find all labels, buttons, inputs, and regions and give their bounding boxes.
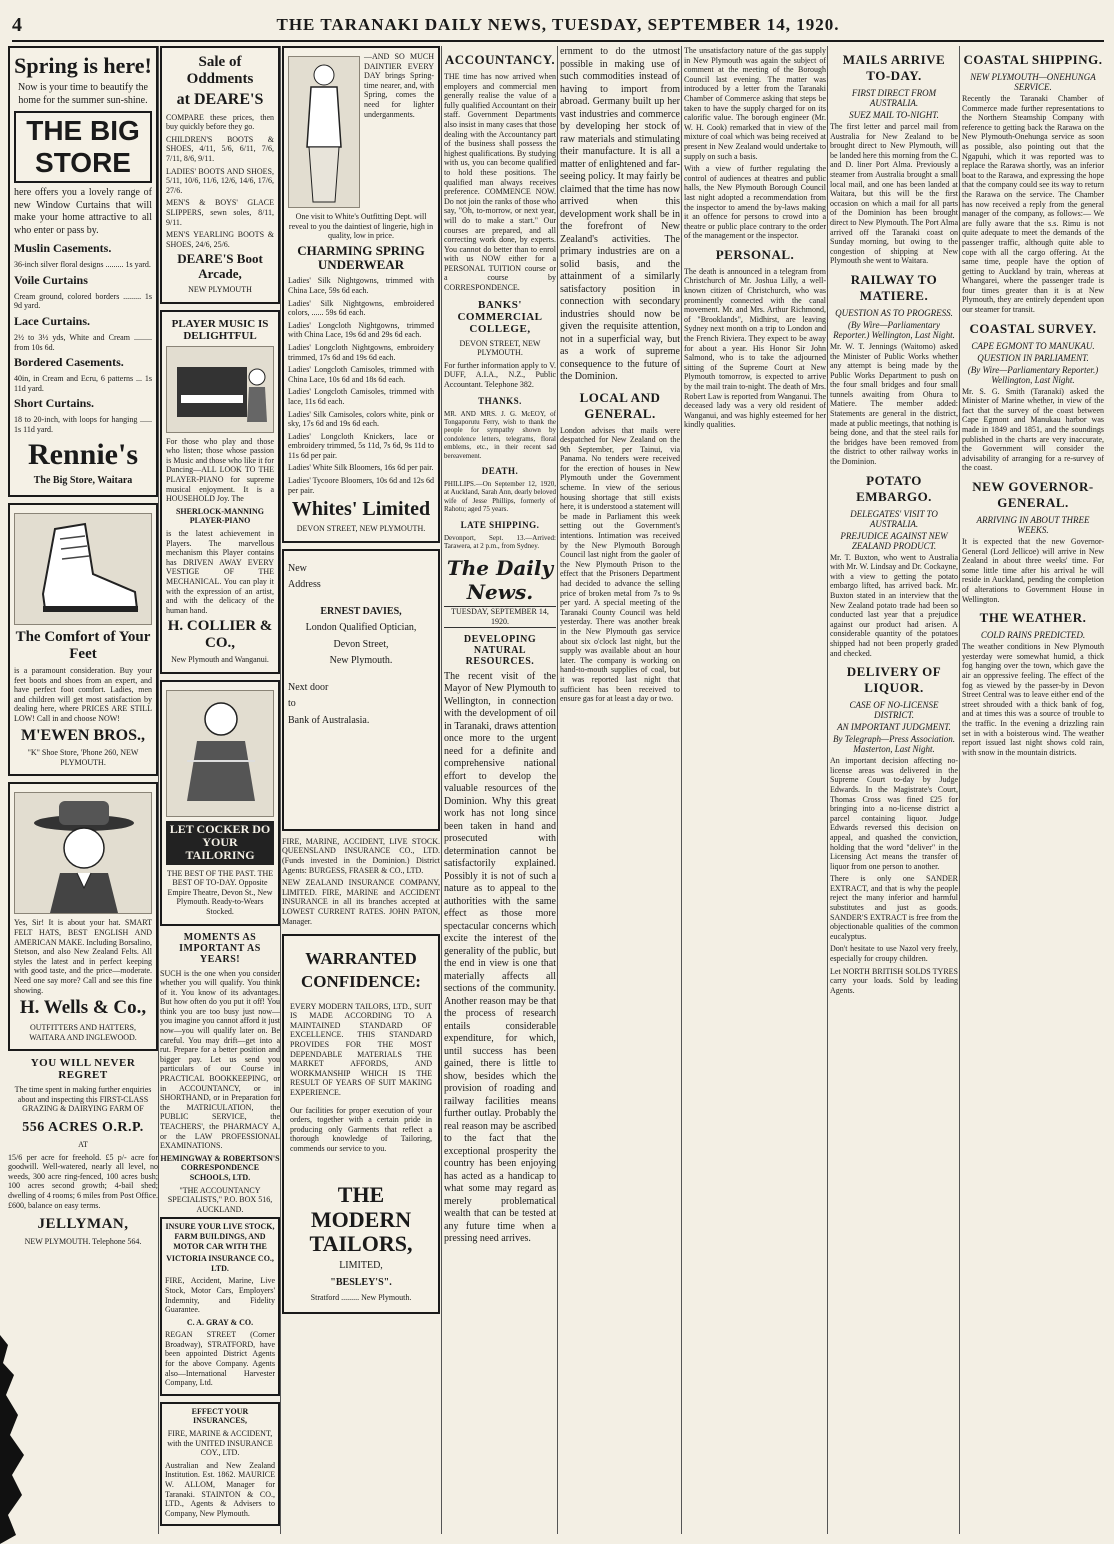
article-heading: POTATO EMBARGO.	[856, 472, 932, 504]
dateline: By Telegraph—Press Association. Masterton, Last Night.	[833, 734, 955, 755]
section-heading: THANKS.	[478, 395, 522, 406]
advert-text: EVERY MODERN TAILORS, LTD., SUIT IS MADE ACCORDING TO A MAINTAINED STANDARD OF EXCELLENCE. THIS STANDARD PROVIDES FOR THE MOST DEPENDABLE MATERIALS THE MARKET AFFORDS, AND WORKMANSHIP WHICH IS THE RESULT OF YEARS OF SUIT MAKING EXPERIENCE.	[290, 1001, 432, 1097]
advert-text: Australian and New Zealand Institution. Est. 1862. MAURICE W. ALLOM, Manager for Taranaki. STAINTON & CO., LTD., Agents & Advisers to Company, New Plymouth.	[165, 1460, 275, 1518]
agent-name: C. A. GRAY & CO.	[186, 1317, 254, 1327]
advert-text: Let NORTH BRITISH SOLDS TYRES carry your loads. Sold by leading Agents.	[830, 966, 958, 995]
article-heading: COASTAL SHIPPING.	[963, 52, 1103, 67]
column-6	[684, 46, 826, 1534]
advert-text: Devon Street,	[333, 638, 389, 650]
advert-text: Yes, Sir! It is about your hat. SMART FELT HATS, BEST ENGLISH AND AMERICAN MAKE. Including Borsalino, Stetson, and also New Zealand Felts. All styles the latest and in perfect keeping with good taste, and the price—moderate. Need one say more? Call and see this fine showing.	[14, 918, 152, 995]
article-subheading: NEW PLYMOUTH—ONEHUNGA SERVICE.	[970, 72, 1096, 92]
boot-icon	[15, 514, 153, 624]
article-subheading: CAPE EGMONT TO MANUKAU.	[971, 340, 1095, 351]
news-text: The unsatisfactory nature of the gas supply in New Plymouth was again the subject of comment at the meeting of the Borough Council last evening. The matter was introduced by a letter from the Taranaki Chamber of Commerce asking that steps be taken to have the supply charged for on its calorific value. The borough engineer (Mr. W. H. Cook) remarked that in view of the mixture of coal which was being received at present in New Zealand would undertake to supply on such a basis.	[684, 46, 826, 161]
advert-title: LET COCKER DO YOUR TAILORING	[166, 821, 274, 865]
article-subheading: SUEZ MAIL TO-NIGHT.	[849, 110, 939, 120]
correspondence-schools-advert	[160, 932, 280, 1215]
cocker-advert	[160, 680, 280, 926]
section-heading: LOCAL AND GENERAL.	[579, 389, 661, 421]
advertiser-name: ERNEST DAVIES,	[320, 605, 402, 617]
article-text: The first letter and parcel mail from Australia for New Zealand to be brought direct to New Plymouth, will be landed here this morning from the C. and D. liner Port Alma. Previously a steamer from Australia brought a small local mail, and one has been landed at Waitara, but this will be the first occasion on which a mail for all parts of the Dominion has been brought direct to New Plymouth. The Port Alma arrived off the Taranaki coast on Sunday morning, but owing to the congestion of shipping at New Plymouth she went to Waitara.	[830, 122, 958, 266]
section-heading: DEATH.	[481, 465, 519, 476]
article-heading: RAILWAY TO MATIERE.	[850, 271, 938, 303]
price-line: Ladies' White Silk Bloomers, 16s 6d per pair.	[288, 463, 434, 473]
article-subheading: FIRST DIRECT FROM AUSTRALIA.	[851, 88, 937, 108]
piano-illustration	[166, 346, 274, 433]
advert-text: AT	[78, 1139, 88, 1149]
advert-subtitle: FIRE, MARINE & ACCIDENT, with the UNITED INSURANCE COY., LTD.	[167, 1429, 273, 1458]
advert-text: COMPARE these prices, then buy quickly before they go.	[166, 112, 274, 132]
column-4	[444, 46, 556, 1534]
advert-title: YOU WILL NEVER REGRET	[30, 1057, 136, 1082]
article-heading: MAILS ARRIVE TO-DAY.	[842, 52, 946, 83]
advert-text: Now is your time to beautify the home for the summer sun-shine.	[18, 82, 148, 106]
article-text: Recently the Taranaki Chamber of Commerce made further representations to the Northern Steamship Company with reference to getting back the Rarawa on the New Plymouth-Onehunga service as soon as possible, also pointing out that the Ngapuhi, which it was reported was to replace the Rarawa shortly, was an inferior boat to the Rarawa, and expressing the hope that the company could see its way to return the Rarawa on the service. The Chamber has now received a reply from the general manager of the company, as follows:— We are fully aware that the s.s. Rimu is not quite adequate to meet the demands of the passenger traffic, although quite able to cope with all the cargo offering. At the same time, people have the option of getting to Auckland by train, whereas at Whangarei, where the passenger trade is four times greater than it is at New Plymouth, they are entirely dependent upon our steamer for transit.	[962, 94, 1104, 315]
dateline: (By Wire—Parliamentary Reporter.) Wellington, Last Night.	[967, 364, 1099, 385]
advertiser-name: M'EWEN BROS.,	[20, 726, 145, 744]
editorial-text: ernment to do the utmost possible in making use of such commodities instead of having to import from abroad. Germany built up her vast industries and commerce by developing her stock of raw materials and stimulating their manufacture. It is all a matter of enlightened and far-seeing policy. It may fairly be claimed that the time has now arrived when this development work shall be in the forefront of New Zealand's activities. The primary industries are on a solid basis, and the attainment of a similarly satisfactory position in connection with secondary industries should now be given the requisite attention, not in a superficial way, but as a work of supreme consequence to the future of the Dominion.	[560, 46, 680, 382]
product-text: 40in, in Cream and Ecru, 6 patterns ... 1s 11d yard.	[14, 374, 152, 393]
advert-text: Bank of Australasia.	[288, 714, 370, 726]
united-insurance-advert	[160, 1402, 280, 1527]
price-line: Ladies' Tycoore Bloomers, 10s 6d and 12s 6d per pair.	[288, 476, 434, 495]
corset-illustration	[288, 56, 360, 208]
price-line: Ladies' Longcloth Camisoles, trimmed with lace, 11s 6d each.	[288, 387, 434, 406]
advert-text: is the latest achievement in Players. The marvellous mechanism this Player contains has DRIVEN AWAY EVERY VESTIGE OF THE MECHANICAL. You can play it with the expression of an artist, and with the delicacy of the human hand.	[166, 529, 274, 615]
article-heading: COASTAL SURVEY.	[969, 320, 1097, 336]
tailor-illustration	[166, 690, 274, 817]
advert-caption: One visit to White's Outfitting Dept. will reveal to you the daintiest of lingerie, high in quality, low in price.	[288, 212, 434, 241]
advert-text: For further information apply to V. DUFF, A.I.A., N.Z., Public Accountant. Telephone 382.	[444, 360, 556, 390]
product-text: 2½ to 3½ yds, White and Cream ......... from 10s 6d.	[14, 332, 152, 352]
column-5	[560, 46, 680, 1534]
advert-text: Address	[288, 579, 321, 591]
article-subheading: ARRIVING IN ABOUT THREE WEEKS.	[976, 515, 1090, 535]
advert-text: London Qualified Optician,	[305, 622, 417, 634]
article-subheading: CASE OF NO-LICENSE DISTRICT.	[849, 700, 939, 721]
article-text: Mr. T. Buxton, who went to Australia with Mr. W. Lindsay and Dr. Cockayne, with a view to getting the potato embargo lifted, has arrived back. Mr. Buxton stated in an interview that the New Zealand potato trade had been so conducted last year that a prejudice against our product had arisen. A considerable quantity of the potatoes shipped had not been properly graded and checked.	[830, 552, 958, 658]
product-name: SHERLOCK-MANNING PLAYER-PIANO	[175, 506, 264, 526]
product-text: 18 to 20-inch, with loops for hanging ...... 1s 11d yard.	[14, 415, 152, 434]
price-line: Ladies' Longcloth Knickers, lace or embroidery trimmed, 5s 11d, 7s 6d, 9s 11d to 11s 6d per pair.	[288, 431, 434, 460]
column-rule	[959, 46, 960, 1534]
article-subheading: PREJUDICE AGAINST NEW ZEALAND PRODUCT.	[840, 530, 948, 551]
victoria-insurance-advert	[160, 1217, 280, 1396]
advert-title: MOMENTS AS IMPORTANT AS YEARS!	[179, 931, 261, 965]
price-line: MEN'S YEARLING BOOTS & SHOES, 24/6, 25/6.	[166, 230, 274, 249]
modern-tailors-advert	[282, 934, 440, 1313]
price-line: Ladies' Silk Camisoles, colors white, pink or sky, 17s 6d and 19s 6d each.	[288, 409, 434, 429]
price-line: CHILDREN'S BOOTS & SHOES, 4/11, 5/6, 6/11, 7/6, 7/11, 8/6, 9/11.	[166, 134, 274, 163]
advertiser-name: H. Wells & Co.,	[19, 997, 147, 1019]
advert-title: EFFECT YOUR INSURANCES,	[191, 1406, 249, 1426]
notice-text: Devonport, Sept. 13.—Arrived: Tarawera, at 2 p.m., from Sydney.	[444, 533, 556, 550]
column-rule	[681, 46, 682, 1534]
section-heading: PERSONAL.	[715, 246, 795, 262]
rennie-logo: Rennie's	[27, 437, 138, 471]
advert-text: is a paramount consideration. Buy your feet boots and shoes from an expert, and have perfect foot comfort. Ladies, men and children will get most satisfaction by dealing here, where PRICES ARE STILL LOW! Call in and choose NOW!	[14, 666, 152, 723]
nz-insurance-advert: NEW ZEALAND INSURANCE COMPANY, LIMITED. FIRE, MARINE and ACCIDENT INSURANCE in all its branches accepted at LOWEST CURRENT RATES. JOHN PATON, Manager.	[282, 878, 440, 926]
advert-text: FIRE, Accident, Marine, Live Stock, Motor Cars, Employers' Indemnity, and Fidelity Guarantee.	[165, 1276, 275, 1315]
queensland-insurance-advert: FIRE, MARINE, ACCIDENT, LIVE STOCK. QUEENSLAND INSURANCE CO., LTD. (Funds invested in the Dominion.) District Agents: BURGESS, FRASER & CO., LTD.	[282, 836, 440, 875]
advert-text: THE BEST OF THE PAST. THE BEST OF TO-DAY. Opposite Empire Theatre, Devon St., New Plymouth. Ready-to-Wears Stocked.	[166, 868, 274, 916]
advert-address: New Plymouth and Wanganui.	[171, 655, 269, 665]
column-2	[160, 46, 280, 1534]
advert-title: Spring is here!	[14, 53, 152, 78]
advert-text: For those who play and those who listen; those whose passion is Music and those who like it for Dancing—ALL LOOK TO THE PLAYER-PIANO for supreme musical enjoyment. It is a HOUSEHOLD Joy. The	[166, 436, 274, 504]
column-rule	[158, 46, 159, 1534]
dateline: (By Wire—Parliamentary Reporter.) Wellington, Last Night.	[833, 319, 955, 340]
section-heading: ACCOUNTANCY.	[444, 52, 556, 67]
price-line: Ladies' Silk Nightgowns, trimmed with China Lace, 59s 6d each.	[288, 276, 434, 295]
piano-icon	[167, 347, 275, 432]
advertiser-name: HEMINGWAY & ROBERTSON'S CORRESPONDENCE SCHOOLS, LTD.	[160, 1153, 280, 1182]
price-line: Ladies' Longcloth Camisoles, trimmed with China Lace, 10s 6d and 18s 6d each.	[288, 365, 434, 384]
advert-text: here offers you a lovely range of new Window Curtains that will make your home attractive to all who enter or pass by.	[14, 187, 152, 236]
article-subheading: QUESTION AS TO PROGRESS.	[835, 307, 953, 318]
advert-top	[288, 52, 434, 212]
product-heading: Voile Curtains	[14, 272, 88, 287]
notice-text: PHILLIPS.—On September 12, 1920, at Auckland, Sarah Ann, dearly beloved wife of Jesse Phillips, formerly of Rahotu; aged 75 years.	[444, 479, 556, 514]
price-line: Ladies' Longcloth Nightgowns, trimmed with China Lace, 19s 6d and 29s 6d each.	[288, 320, 434, 340]
column-8	[962, 46, 1104, 1534]
page-number: 4	[12, 14, 22, 36]
advert-title: The Comfort of Your Feet	[15, 629, 151, 662]
advert-address: "THE ACCOUNTANCY SPECIALISTS," P.O. BOX 516, AUCKLAND.	[167, 1185, 273, 1214]
advert-title: CONFIDENCE:	[301, 971, 421, 991]
article-heading: THE WEATHER.	[979, 610, 1087, 626]
news-text: London advises that mails were despatched for New Zealand on the 9th September, per Tainui, via Panama. No tenders were received for the erection of houses in New Plymouth under the Government scheme. In view of the serious housing shortage that still exists here, it is understood a statement will be made in Parliament this week setting out the Government's intentions. Intimation was received by the New Plymouth Borough Council last night from the gaoler of the New Plymouth Prison to the effect that the Prisoners Department had decided to advance the selling price of broken metal from 7s to 9s per yard. A special meeting of the Taranaki County Council was held yesterday. There was another break in the New Plymouth gas service about six o'clock last night, but the supply was available about an hour later. The company is working on hand-to-mouth supplies of coal, but it was reported last night that sufficient has been received to ensure gas for at least a day or two.	[560, 425, 680, 704]
advert-address: Stratford ......... New Plymouth.	[310, 1293, 412, 1303]
big-store-advert	[8, 46, 158, 497]
column-rule	[441, 46, 442, 1534]
advert-text: SUCH is the one when you consider whether you will qualify. You think of it. You know of its advantages. But how often do you put it off! You think you are too busy just now—you imagine you cannot afford it just now—you will qualify later on. Be careful. You may drift—get into a rut. Prepare for a better position and bigger pay. Let us send you particulars of our Course in PRACTICAL BOOKKEEPING, or in ACCOUNTANCY, or in SHORTHAND, or in Preparation for the MATRICULATION, the PUBLIC SERVICE, the TEACHERS', the PHARMACY A, or the LAW PROFESSIONAL EXAMINATIONS.	[160, 968, 280, 1151]
advert-address: DEVON STREET, NEW PLYMOUTH.	[459, 338, 541, 358]
advert-address: The Big Store, Waitara	[33, 474, 133, 486]
product-heading: Bordered Casements.	[14, 355, 124, 370]
price-line: Ladies' Silk Nightgowns, embroidered colors, ...... 59s 6d each.	[288, 298, 434, 318]
article-subheading: QUESTION IN PARLIAMENT.	[977, 352, 1089, 363]
man-in-hat-icon	[15, 793, 153, 913]
advert-address: DEVON STREET, NEW PLYMOUTH.	[296, 524, 426, 534]
boot-advert	[8, 503, 158, 776]
advertiser-name: BANKS' COMMERCIAL COLLEGE,	[457, 298, 543, 335]
advert-title: CHARMING SPRING UNDERWEAR	[297, 242, 425, 273]
advert-address: NEW PLYMOUTH	[188, 284, 252, 294]
tailor-icon	[167, 691, 275, 816]
masthead-title: THE TARANAKI DAILY NEWS, TUESDAY, SEPTEMBER 14, 1920.	[276, 15, 840, 34]
advertiser-name: VICTORIA INSURANCE CO., LTD.	[166, 1254, 274, 1273]
article-text: The weather conditions in New Plymouth yesterday were somewhat humid, a thick fog hanging over the town, which gave the air an oppressive feeling. The effect of the fog as viewed by the passer-by in Devon Street Central was to leave either end of the street shrouded with a thick bank of fog, and at times this was a source of trouble to the traffic. In the evening a drizzling rain set in with a boisterous wind. The weather report issued last night shows cold rain, with snow in the mountain districts.	[962, 642, 1104, 757]
advert-text: There is only one SANDER EXTRACT, and that is why the people reject the many inferior and harmful substitutes and just as goods. SANDER'S EXTRACT is free from the objectionable qualities of the common eucalyptus.	[830, 874, 958, 941]
column-1	[8, 46, 158, 1534]
player-piano-advert	[160, 310, 280, 674]
whites-advert	[282, 46, 440, 543]
advert-text: New Plymouth.	[329, 655, 393, 667]
article-heading: NEW GOVERNOR-GENERAL.	[972, 479, 1094, 510]
article-text: Mr. S. G. Smith (Taranaki) asked the Minister of Marine whether, in view of the fact that the survey of the coast between Cape Egmont and Manukau harbor was made in 1849 and 1851, and the soundings published in the charts are very inaccurate, the Government will consider the advisability of arranging for a re-survey of the coast.	[962, 386, 1104, 473]
advert-text: Next door	[288, 681, 329, 693]
article-subheading: DELEGATES' VISIT TO AUSTRALIA.	[850, 508, 938, 529]
article-text: It is expected that the new Governor-General (Lord Jellicoe) will arrive in New Zealand in about three weeks' time. For some little time after his arrival he will reside in Auckland, pending the completion of alterations to Government House in Wellington.	[962, 537, 1104, 604]
torn-page-edge	[0, 1335, 60, 1544]
news-text: With a view of further regulating the control of audiences at theatres and public halls, the New Plymouth Borough Council last night adopted a recommendation from the inspector to amend the by-laws making it an offence for persons to crowd into a theatre or public place contrary to the order of the management or the inspector.	[684, 164, 826, 241]
article-subheading: COLD RAINS PREDICTED.	[980, 630, 1086, 641]
article-heading: DELIVERY OF LIQUOR.	[846, 664, 942, 696]
product-text: Cream ground, colored borders ......... 1s 9d yard.	[14, 291, 152, 311]
product-heading: Muslin Casements.	[14, 241, 112, 256]
article-subheading: AN IMPORTANT JUDGMENT.	[837, 722, 951, 733]
edition-date: TUESDAY, SEPTEMBER 14, 1920.	[444, 606, 556, 627]
hat-illustration	[14, 792, 152, 914]
price-line: LADIES' BOOTS AND SHOES, 5/11, 10/6, 11/6, 12/6, 14/6, 17/6, 27/6.	[166, 166, 274, 195]
optician-advert	[282, 549, 440, 831]
advertiser-name: Whites' Limited	[291, 498, 431, 521]
advert-text: New	[288, 562, 307, 574]
advert-text: Don't hesitate to use Nazol very freely, especially for croupy children.	[830, 944, 958, 964]
column-rule	[827, 46, 828, 1534]
notice-text: MR. AND MRS. J. G. McEOY, of Tongaporutu Ferry, wish to thank the people for sympathy shown by condolence letters, telegrams, floral emblems, etc., in their recent sad bereavement.	[444, 409, 556, 460]
column-rule	[557, 46, 558, 1534]
advert-address: OUTFITTERS AND HATTERS, WAITARA AND INGLEWOOD.	[29, 1023, 137, 1042]
news-text: The death is announced in a telegram from Christchurch of Mr. Joshua Lilly, a well-known citizen of Christchurch, who was prominently connected with the canal movement. Mr. and Mrs. Arthur Richmond, of "Brooklands", Midhirst, are leaving Sydney next month on a trip to London and the French Riviera. They expect to be away for about a year. His Honor Sir John Salmond, who is to take the adjourned sitting of the Supreme Court at New Plymouth tomorrow, is expected to arrive by the mail train to-night. The death of Mrs. Robert Law is reported from Wanganui. The deceased lady was a very old resident of Wanganui, and was highly esteemed for her kindly qualities.	[684, 266, 826, 430]
editorial-heading: DEVELOPING NATURAL RESOURCES.	[463, 633, 537, 667]
advert-text: Our facilities for proper execution of your orders, together with a certain pride in producing only Garments that reflect a thorough knowledge of Tailoring, commends our service to you.	[290, 1105, 432, 1153]
editorial-text: The recent visit of the Mayor of New Plymouth to Wellington, in connection with the development of oil in Taranaki, draws attention once more to the urgent need for a definite and comprehensive national effort to develop the valuable resources of the Dominion. Why this great work has not long since been taken in hand and prosecuted with determination cannot be satisfactorily explained. Possibly it is not of such a nature as to appeal to the authorities with the same effect as those more spectacular concerns which excite the interest of the generality of the public, but the end in view is one that materially affects all sections of the community. Another reason may be that the process of research entails considerable expenditure, for which, until success has been gained, there is little to show, besides which the provision of roading and railway facilities means further outlay. Probably the real reason may be ascribed to the fact that the exceptional prosperity the country has been enjoying has acted as a handicap to what some may regard as merely problematical wealth that can be tested at any future time when a pressing need arrives.	[444, 670, 556, 1244]
advert-text: —AND SO MUCH DAINTIER EVERY DAY brings Spring-time nearer, and, with Spring, comes the need for lighter underganments.	[364, 52, 434, 119]
advertiser-name: DEARE'S Boot Arcade,	[177, 251, 263, 281]
article-text: Mr. W. T. Jennings (Waitomo) asked the Minister of Public Works whether any attempt is being made by the Public Works Department to push on the four small bridges and four small tunnels awaiting from Ohura to Matiere. The member added: Statements are general in the district, made at public meetings, that nothing is being done, and that the steel rails for the bridges have been removed from the district to other railway works in the Dominion.	[830, 341, 958, 467]
advertiser-name: JELLYMAN,	[37, 1216, 129, 1233]
price-line: Ladies' Longcloth Nightgowns, embroidery trimmed, 17s 6d and 19s 6d each.	[288, 342, 434, 362]
big-store-logo: THE BIG STORE	[14, 111, 152, 183]
deares-advert	[160, 46, 280, 304]
hat-advert	[8, 782, 158, 1051]
price-line: MEN'S & BOYS' GLACE SLIPPERS, sewn soles, 8/11, 9/11.	[166, 198, 274, 227]
advert-title: Sale of Oddments	[186, 54, 254, 87]
daily-news-masthead: The Daily News.	[446, 556, 554, 605]
advert-title: PLAYER MUSIC IS DELIGHTFUL	[171, 317, 269, 342]
advert-text: REGAN STREET (Corner Broadway), STRATFORD, have been appointed District Agents for the above Company. Agents also—International Harvester Company, Ltd.	[165, 1330, 275, 1388]
advert-subtitle: at DEARE'S	[176, 91, 264, 108]
farm-advert	[8, 1057, 158, 1247]
boot-illustration	[14, 513, 152, 625]
advert-title: WARRANTED	[305, 949, 417, 969]
woman-figure-icon	[289, 57, 359, 207]
product-heading: Lace Curtains.	[14, 313, 90, 328]
advert-text: The time spent in making further enquiries about and inspecting this FIRST-CLASS GRAZING & DAIRYING FARM OF	[14, 1085, 152, 1114]
advert-address: "K" Shoe Store, 'Phone 260, NEW PLYMOUTH.	[27, 748, 139, 767]
column-rule	[280, 46, 281, 1534]
advert-text: "BESLEY'S".	[330, 1276, 392, 1288]
advert-text: to	[288, 698, 296, 710]
advert-address: NEW PLYMOUTH. Telephone 564.	[24, 1237, 142, 1247]
advert-text: THE time has now arrived when employers and commercial men generally realise the value of a fully qualified Accountant on their staff. Government Departments also insist in many cases that those dealing with the Accountancy part of the business shall possess the highest qualifications. By studying with us, you can become qualified to hold these positions. The qualified man always receives preference. COMMENCE NOW. Do not join the ranks of those who say, "Oh, to-morrow, or next year, will do to make a start." Our courses are prepared, and all correcting work done, by experts. You cannot do better than to enrol with us NOW either for a PERSONAL TUITION course or a course by CORRESPONDENCE.	[444, 72, 556, 293]
product-heading: Short Curtains.	[14, 396, 95, 411]
advertiser-name: THE MODERN TAILORS,	[309, 1182, 413, 1256]
advert-title: INSURE YOUR LIVE STOCK, FARM BUILDINGS, AND MOTOR CAR WITH THE	[165, 1222, 275, 1251]
column-3	[282, 46, 440, 1534]
column-7	[830, 46, 958, 1534]
farm-acreage: 556 ACRES O.R.P.	[22, 1119, 144, 1135]
advert-text: LIMITED,	[339, 1260, 383, 1272]
article-text: An important decision affecting no-license areas was delivered in the Supreme Court to-day by Judge Edwards. In the Magistrate's Court, Thomas Cross was fined £25 for bringing into a no-license district a parcel containing liquor. Judge Edwards reversed this decision on appeal, and quashed the conviction, holding that the word "deliver" in the Licensing Act means the transfer of liquor from one person to another.	[830, 756, 958, 871]
section-heading: LATE SHIPPING.	[460, 519, 540, 530]
advert-text: 15/6 per acre for freehold. £5 p/- acre for goodwill. Well-watered, nearly all level, no weeds, 300 acre ring-fenced, 100 acres bush; 100 acres second growth; 4-bail shed; dwelling of 4 rooms; 6 miles from Post Office. £600, balance on easy terms.	[8, 1152, 158, 1210]
newspaper-header	[12, 14, 1104, 42]
advertiser-name: H. COLLIER & CO.,	[167, 618, 273, 651]
product-text: 36-inch silver floral designs ......... 1s yard.	[14, 260, 151, 270]
